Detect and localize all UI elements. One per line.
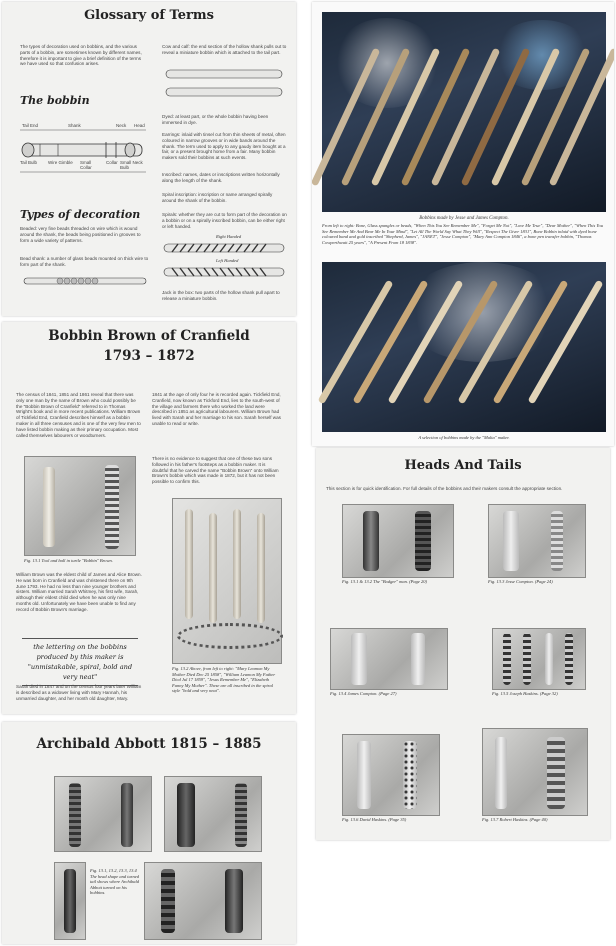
part-label-small-collar: Small Collar <box>80 160 92 170</box>
heads-intro: This section is for quick identification. For full details of the bobbins and their makers consult the appropriate section. <box>326 486 563 491</box>
def-dyed: Dyed: at least part, or the whole bobbin having been immersed in dye. <box>162 114 269 125</box>
caption-heads-3: Fig. 13.4 James Compton. (Page 27) <box>330 691 397 696</box>
photo-joseph-haskins <box>492 628 586 690</box>
part-label-tail-end: Tail End <box>22 123 39 128</box>
part-label-wire-gimble: Wire Gimble <box>48 160 73 165</box>
label-left-handed: Left Handed <box>216 258 239 263</box>
brown-paragraph-4: William Brown was the eldest child of James and Alice Brown. He was born in Cranfield and was christened there on 9th June 1793. He had no less than nine younger brothers and sisters. William married Sarah Whitmey, his first wife, Sarah, although their eldest child died when he was only nine months old. Unfortunately we have been unable to find any record of Bobbin Brown's marriage. <box>16 572 142 612</box>
glossary-intro: The types of decoration used on bobbins, and the various parts of a bobbin, are sometimes known by different names, therefore it is important to give a brief definition of the terms we have used so that confusion arises. <box>20 44 142 67</box>
page-title: Heads And Tails <box>404 458 522 473</box>
colour-plates-page <box>312 2 614 446</box>
def-earrings: Earrings: inlaid with tinsel cut from thin sheets of metal, often coloured in narrow grooves or in wide bands around the shank. The term used to apply to any gaudy item bought at a fair, or a present brought home from a fair. Many bobbin makers sold their bobbins at such events. <box>162 132 286 161</box>
colour-caption-body: From left to right: Bone, Glass spangles or beads, "When This You See Remember Me", "Forget Me Not", "Love Me True", "Dear Mother", "When This You See Remember Me And Bear Me In Your Mind", "Let All The World Say What They Will", "Respect The Giver 1831", Bone Bobbin inlaid with dyed bone coloured band and gold inscribed "Shepherd, James", "JANET", "Jesse Compton", "Mary Ann Compton 1846", a bone pen transfer bobbin, "Thomas Cowperthwait 25 years", "A Present From 18 1838". <box>322 223 603 245</box>
bobbin-brown-page <box>2 322 296 714</box>
caption-fig-13-2: Fig. 13.2 Above, from left to right: "Mary Leamon My Mother Died Dec 25 1858", "William Leamon My Father Dicd Jul 17 1859", "Jesus Remember Me", "Elizabeth Fanny My Mother". These are all inscribed in the spiral style "bold and very neat". <box>172 666 276 693</box>
def-beaded: Beaded: very fine beads threaded on wire which is wound around the shank, the beads being positioned in grooves to form a wide variety of patterns. <box>20 226 141 243</box>
photo-jesse-compton <box>488 504 586 578</box>
section-heading-bobbin: The bobbin <box>20 94 90 107</box>
part-label-shank: Shank <box>68 123 81 128</box>
part-label-collar: Collar <box>106 160 118 165</box>
photo-abbott-2 <box>164 776 262 852</box>
cow-calf-illustration <box>162 66 287 106</box>
photo-robert-haskins <box>482 728 588 816</box>
def-jack-in-the-box: Jack in the box: two parts of the hollow shank pull apart to release a miniature bobbin. <box>162 290 280 301</box>
section-heading-types: Types of decoration <box>20 208 141 221</box>
brown-paragraph-3: There is no evidence to suggest that one of these two sons followed in his father's footsteps as a bobbin maker. It is doubtful that he carved the name "Bobbin Brown" onto William Brown's bobbin which was made in 1872, but it has not been possible to confirm this. <box>152 456 279 485</box>
caption-abbott-figs: Fig. 13.1, 13.2, 13.3, 13.4 The head shape and turned tail shows where Archibald Abbott turned on his bobbins. <box>90 868 139 895</box>
def-inscribed: Inscribed: names, dates or inscriptions written horizontally along the length of the shank. <box>162 172 280 183</box>
colour-photo-compton-bobbins <box>322 12 606 212</box>
brown-paragraph-1: The census of 1841, 1851 and 1861 reveal that there was only one man by the name of Brown who could possibly be the "Bobbin Brown of Cranfield" referred to in Thomas Wright's book and in more recent publications. William Brown of Tickfield End, Cranfield describes himself as a bobbin maker in all three censuses and is one of the very few men to have listed bobbin making as their primary occupation. Most called themselves labourers or woodturners. <box>16 392 141 438</box>
photo-abbott-3 <box>54 862 86 940</box>
caption-heads-2: Fig. 13.3 Jesse Compton. (Page 24) <box>488 579 553 584</box>
label-right-handed: Right Handed <box>216 234 242 239</box>
caption-heads-5: Fig. 13.6 David Haskins. (Page 35) <box>342 817 407 822</box>
colour-photo-malta-bobbins <box>322 262 606 432</box>
caption-fig-13-1: Fig. 13.1 Tool and ball in turtle "Bobbin" Brown. <box>24 558 113 563</box>
page-title: Bobbin Brown of Cranfield <box>48 328 250 344</box>
def-cow-and-calf: Cow and calf: the end section of the hollow shank pulls out to reveal a miniature bobbin which is attached to the tail part. <box>162 44 287 55</box>
part-label-small-neck-bulb: Small Neck Bulb <box>120 160 143 170</box>
bobbin-shape <box>24 144 142 156</box>
caption-heads-1: Fig. 13.1 & 13.2 The "Bodger" man. (Page 20) <box>342 579 428 584</box>
right-handed-spiral-illustration <box>162 242 287 254</box>
left-handed-spiral-illustration <box>162 266 287 278</box>
photo-abbott-4 <box>144 862 262 940</box>
def-bead-shank: Bead shank: a number of glass beads mounted on thick wire to form part of the shank. <box>20 256 149 267</box>
part-label-head: Head <box>134 123 145 128</box>
pull-quote <box>22 638 138 686</box>
def-spirals: Spirals: whether they are cut to form part of the decoration on a bobbin or on a spirally inscribed bobbin, can be either right or left handed. <box>162 212 287 229</box>
def-spiral-inscription: Spiral inscription: inscription or name arranged spirally around the shank of the bobbin. <box>162 192 273 203</box>
brown-paragraph-5: Sarah died in 1847 and on the census four years later William is described as a widower living with Mary Hannah, his unmarried daughter, and her month old daughter, Mary. <box>16 684 142 701</box>
part-label-tail-bulb: Tail Bulb <box>20 160 38 165</box>
archibald-abbott-page <box>2 722 296 944</box>
colour-caption-bottom: A selection of bobbins made by the "Malta" maker. <box>418 435 510 440</box>
bobbin-diagram <box>18 118 148 188</box>
photo-james-compton <box>330 628 448 690</box>
caption-heads-4: Fig. 13.5 Joseph Haskins. (Page 32) <box>492 691 558 696</box>
brown-paragraph-2: 1841 at the age of only four he is recorded again. Tickfield End, Cranfield, now known as Tickford End, lies to the south-west of the village and farmers there who worked the land were described in 1851 as agricultural labourers. William Brown had lived with Sarah and her marriage to his son. Sarah herself was unable to read or write. <box>152 392 281 426</box>
photo-spiral-bobbins-fig-13-2 <box>172 498 282 664</box>
part-label-neck: Neck <box>116 123 127 128</box>
page-title: Archibald Abbott 1815 – 1885 <box>36 736 262 752</box>
photo-abbott-1 <box>54 776 152 852</box>
caption-heads-6: Fig. 13.7 Robert Haskins. (Page 40) <box>482 817 548 822</box>
photo-david-haskins <box>342 734 440 816</box>
photo-bodger-man <box>342 504 454 578</box>
photo-bobbins-fig-13-1 <box>24 456 136 556</box>
pull-quote-text: the lettering on the bobbins produced by this maker is "unmistakable, spiral, bold and very neat" <box>27 643 133 681</box>
glossary-page <box>2 2 296 316</box>
heads-and-tails-page <box>316 448 610 840</box>
bead-shank-illustration <box>20 274 150 288</box>
colour-caption-title: Bobbins made by Jesse and James Compton. <box>419 216 509 221</box>
page-subtitle-years: 1793 – 1872 <box>103 348 195 364</box>
page-title: Glossary of Terms <box>84 8 214 23</box>
